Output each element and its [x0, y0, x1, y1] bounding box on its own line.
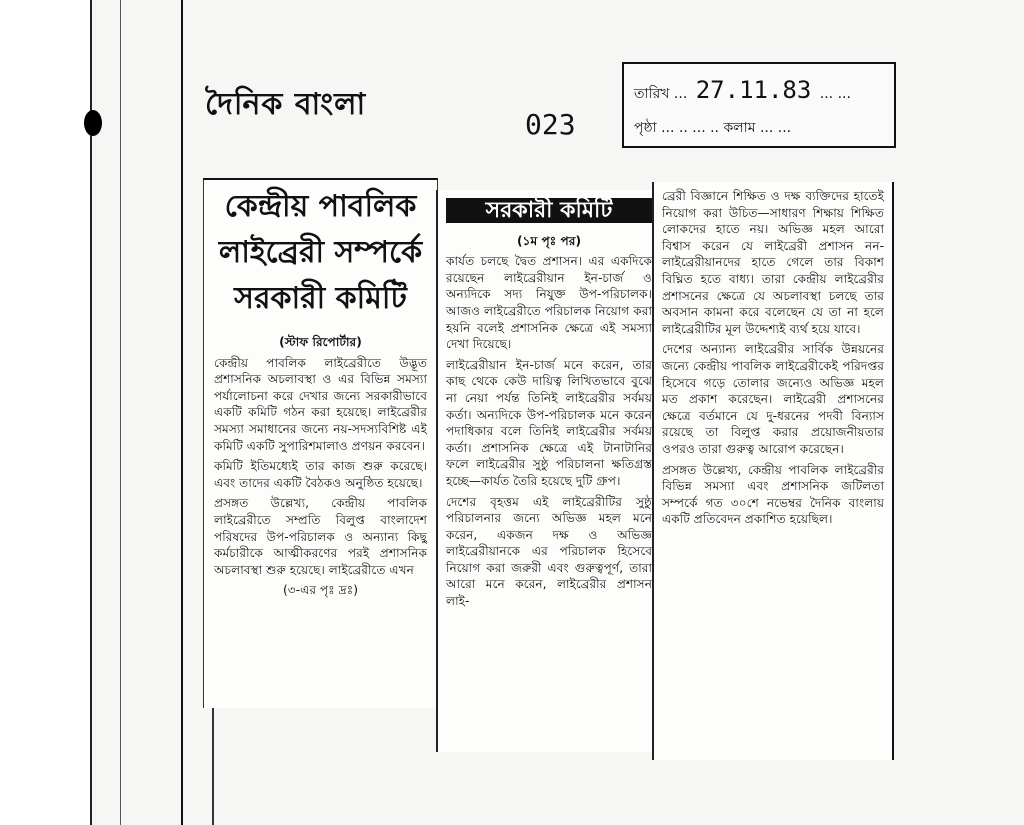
margin-rule	[120, 0, 121, 825]
article3-paragraph: দেশের অন্যান্য লাইব্রেরীর সার্বিক উন্নয়নের জন্যে কেন্দ্রীয় পাবলিক লাইব্রেরীকেই পরিদপ্তর হিসেবে গড়ে তোলার জন্যেও অভিজ্ঞ মহল মত প্রকাশ করেছেন। লাইব্রেরী প্রশাসনের ক্ষেত্রে বর্তমানে যে দু-ধরনের পদবী বিন্যাস রয়েছে তা বিলুপ্ত করার প্রয়োজনীয়তার ওপরও তারা গুরুত্ব আরোপ করেছেন।	[662, 342, 884, 456]
newspaper-name: দৈনিক বাংলা	[205, 87, 367, 122]
article1-continuation: (৩-এর পৃঃ দ্রঃ)	[283, 583, 358, 598]
article-column-2	[436, 190, 660, 752]
article1-paragraph: কমিটি ইতিমধ্যেই তার কাজ শুরু করেছে। এবং তাদের একটি বৈঠকও অনুষ্ঠিত হয়েছে।	[214, 459, 427, 490]
stamp-page-label: পৃষ্ঠা	[634, 120, 657, 136]
article1-headline	[204, 180, 437, 328]
clipping-edge	[181, 0, 183, 825]
left-margin	[0, 0, 90, 825]
article3-paragraph: প্রসঙ্গত উল্লেখ্য, কেন্দ্রীয় পাবলিক লাইব্রেরীর বিভিন্ন সমস্যা এবং প্রশাসনিক জটিলতা সম্পর্কে গত ৩০শে নভেম্বর দৈনিক বাংলায় একটি প্রতিবেদন প্রকাশিত হয়েছিল।	[662, 462, 884, 527]
article2-paragraph: লাইব্রেরীয়ান ইন-চার্জ মনে করেন, তার কাছ থেকে কেউ দায়িত্ব লিখিতভাবে বুঝে না নেয়া পর্যন্ত তিনিই লাইব্রেরীর সর্বময় কর্তা। অন্যদিকে উপ-পরিচালক মনে করেন পদাধিকার বলে তিনিই লাইব্রেরীর সর্বময় কর্তা। প্রশাসনিক ক্ষেত্রে এই টানাটানির ফলে লাইব্রেরীর সুষ্ঠু পরিচালনা ক্ষতিগ্রস্ত হচ্ছে—কার্যত তৈরি হয়েছে দুটি গ্রুপ।	[446, 357, 652, 488]
article2-continued-from: (১ম পৃঃ পর)	[516, 233, 582, 248]
article-column-1	[203, 178, 438, 708]
article2-headline: সরকারী কমিটি	[446, 198, 652, 223]
archive-stamp	[622, 62, 896, 148]
clipping-edge	[212, 700, 214, 825]
headline-line: কেন্দ্রীয় পাবলিক	[224, 189, 417, 224]
headline-line: সরকারী কমিটি	[234, 281, 407, 316]
stamp-column-label: কলাম	[723, 120, 756, 136]
stamp-page-row: পৃষ্ঠা ... .. ... .. কলাম ... ...	[634, 120, 792, 136]
stamp-date-label: তারিখ	[634, 86, 670, 102]
article-column-3	[652, 182, 894, 760]
article3-paragraph: ব্রেরী বিজ্ঞানে শিক্ষিত ও দক্ষ ব্যক্তিদের হাতেই নিয়োগ করা উচিত—সাধারণ শিক্ষায় শিক্ষিত লোকদের হাতে নয়। অভিজ্ঞ মহল আরো বিশ্বাস করেন যে লাইব্রেরী প্রশাসন নন-লাইব্রেরীয়ানদের হাতে গেলে তার বিকাশ বিঘ্নিত হতে বাধ্য। তারা কেন্দ্রীয় লাইব্রেরীর প্রশাসনের ক্ষেত্রে যে অচলাবস্থা চলছে তার অবসান কামনা করে বলেছেন যে তা না হলে লাইব্রেরীটির মূল উদ্দেশ্যই ব্যর্থ হয়ে যাবে।	[662, 189, 884, 336]
stamp-date-value: 27.11.83	[695, 76, 812, 104]
article1-paragraph: প্রসঙ্গত উল্লেখ্য, কেন্দ্রীয় পাবলিক লাইব্রেরীতে সম্প্রতি বিলুপ্ত বাংলাদেশ পরিষদের উপ-পরিচালক ও অন্যান্য কিছু কর্মচারীকে আত্মীকরণের পরই প্রশাসনিক অচলাবস্থা শুরু হয়েছে। লাইব্রেরীতে এখন	[214, 496, 427, 577]
article2-paragraph: কার্যত চলছে দ্বৈত প্রশাসন। এর একদিকে রয়েছেন লাইব্রেরীয়ান ইন-চার্জ ও অন্যদিকে সদ্য নিযুক্ত উপ-পরিচালক। আজও লাইব্রেরীতে পরিচালক নিয়োগ করা হয়নি বলেই প্রশাসনিক ক্ষেত্রে এই সমস্যা দেখা দিয়েছে।	[446, 254, 652, 352]
page-number: 023	[525, 108, 576, 141]
article2-paragraph: দেশের বৃহত্তম এই লাইব্রেরীটির সুষ্ঠু পরিচালনার জন্যে অভিজ্ঞ মহল মনে করেন, একজন দক্ষ ও অভিজ্ঞ লাইব্রেরীয়ানকে এর পরিচালক হিসেবে নিয়োগ করা জরুরী এবং গুরুত্বপূর্ণ, তারা আরো মনে করেন, লাইব্রেরীর প্রশাসন লাই-	[446, 494, 652, 609]
punch-hole	[84, 110, 102, 136]
article1-paragraph: কেন্দ্রীয় পাবলিক লাইব্রেরীতে উদ্ভূত প্রশাসনিক অচলাবস্থা ও এর বিভিন্ন সমস্যা পর্যালোচনা করে দেখার জন্যে সরকারীভাবে একটি কমিটি গঠন করা হয়েছে। লাইব্রেরীর সমস্যা সমাধানের জন্যে নয়-সদস্যবিশিষ্ট এই কমিটি একটি সুপারিশমালাও প্রণয়ন করবেন।	[214, 355, 427, 453]
headline-line: লাইব্রেরী সম্পর্কে	[218, 235, 423, 270]
article1-byline: (স্টাফ রিপোর্টার)	[279, 335, 362, 349]
stamp-date-row: তারিখ ... 27.11.83 ... ...	[634, 76, 851, 104]
